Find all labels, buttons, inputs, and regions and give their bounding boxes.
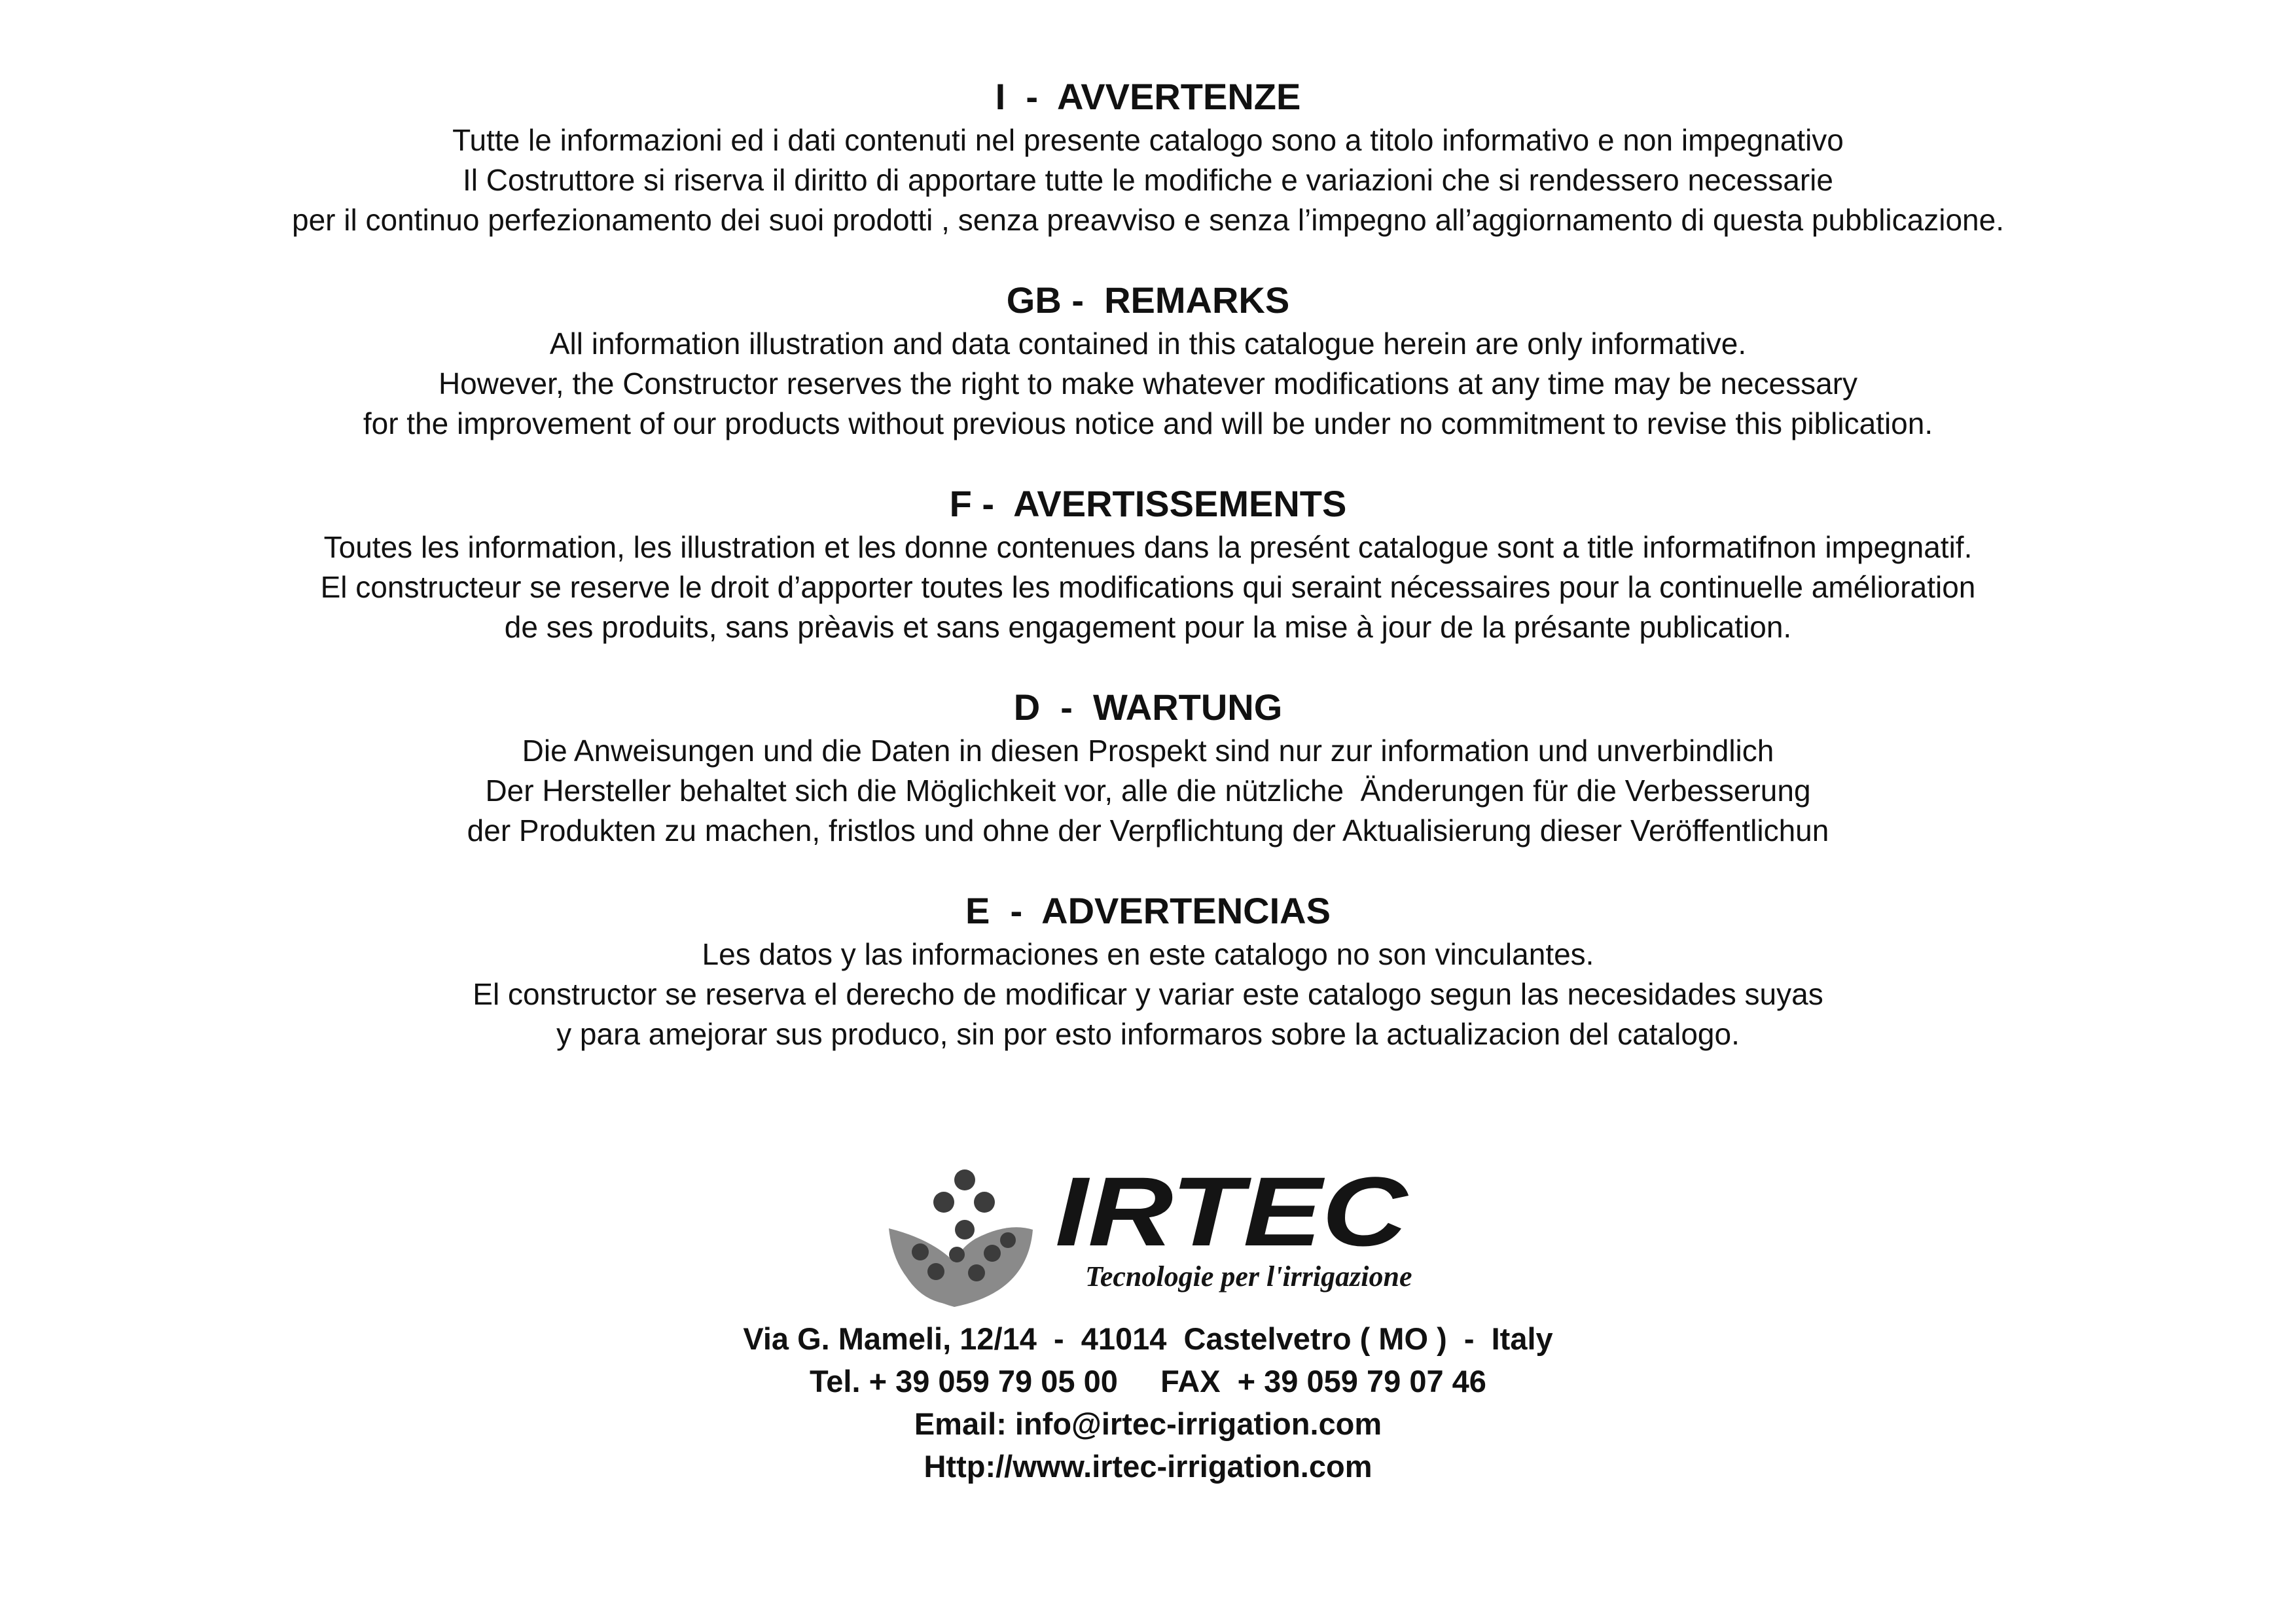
- section-line: El constructor se reserva el derecho de modificar y variar este catalogo segun las necesidades suyas: [473, 977, 1823, 1011]
- dot-icon: [955, 1220, 975, 1240]
- dot-icon: [974, 1192, 995, 1213]
- contact-email: Email: info@irtec-irrigation.com: [914, 1406, 1382, 1441]
- irtec-logo-graphic: [877, 1162, 1427, 1312]
- brand-tagline: Tecnologie per l'irrigazione: [1085, 1260, 1412, 1293]
- section-title-german: D - WARTUNG: [1013, 687, 1283, 728]
- dot-icon: [954, 1169, 975, 1190]
- dot-icon: [968, 1264, 985, 1281]
- section-line: der Produkten zu machen, fristlos und ohne der Verpflichtung der Aktualisierung dieser Veröffentlichun: [467, 813, 1829, 847]
- notices: [0, 73, 2296, 1091]
- section-german: [0, 684, 2296, 851]
- section-line: Die Anweisungen und die Daten in diesen Prospekt sind nur zur information und unverbindlich: [522, 734, 1774, 768]
- irtec-logo: [877, 1162, 1427, 1312]
- dot-icon: [912, 1243, 929, 1260]
- section-line: All information illustration and data contained in this catalogue herein are only informative.: [549, 327, 1747, 361]
- section-title-english: GB - REMARKS: [1006, 279, 1290, 321]
- dot-icon: [949, 1247, 965, 1262]
- section-line: per il continuo perfezionamento dei suoi prodotti , senza preavviso e senza l’impegno all’aggiornamento di questa pubblicazione.: [292, 203, 2004, 237]
- section-line: Der Hersteller behaltet sich die Möglichkeit vor, alle die nützliche Änderungen für die Verbesserung: [485, 774, 1811, 808]
- section-line: However, the Constructor reserves the right to make whatever modifications at any time may be necessary: [438, 366, 1858, 401]
- section-line: El constructeur se reserve le droit d’apporter toutes les modifications qui seraint nécessaires pour la continuelle amélioration: [320, 570, 1976, 604]
- dot-icon: [927, 1263, 944, 1280]
- contact-block: [0, 1317, 2296, 1488]
- section-title-spanish: E - ADVERTENCIAS: [965, 890, 1331, 931]
- dot-icon: [984, 1245, 1001, 1262]
- section-title-italian: I - AVVERTENZE: [995, 76, 1301, 117]
- section-line: for the improvement of our products without previous notice and will be under no commitment to revise this piblication.: [363, 406, 1933, 440]
- section-english: [0, 277, 2296, 444]
- dot-icon: [933, 1192, 954, 1213]
- contact-website: Http://www.irtec-irrigation.com: [924, 1449, 1372, 1484]
- section-french: [0, 480, 2296, 647]
- contact-phone-fax: Tel. + 39 059 79 05 00 FAX + 39 059 79 07 46: [810, 1364, 1486, 1399]
- brand-wordmark: IRTEC: [1055, 1162, 1410, 1266]
- contact-address: Via G. Mameli, 12/14 - 41014 Castelvetro ( MO ) - Italy: [743, 1321, 1553, 1356]
- section-italian: [0, 73, 2296, 240]
- section-line: Il Costruttore si riserva il diritto di apportare tutte le modifiche e variazioni che si rendessero necessarie: [463, 163, 1833, 197]
- section-title-french: F - AVERTISSEMENTS: [949, 483, 1347, 524]
- dot-icon: [1000, 1232, 1016, 1248]
- section-line: Toutes les information, les illustration et les donne contenues dans la presént catalogue sont a title informatifnon impegnatif.: [323, 530, 1973, 564]
- section-line: de ses produits, sans prèavis et sans engagement pour la mise à jour de la présante publication.: [504, 610, 1792, 644]
- section-line: Tutte le informazioni ed i dati contenuti nel presente catalogo sono a titolo informativo e non impegnativo: [452, 123, 1844, 157]
- section-line: y para amejorar sus produco, sin por esto informaros sobre la actualizacion del catalogo.: [556, 1017, 1740, 1051]
- section-spanish: [0, 887, 2296, 1054]
- section-line: Les datos y las informaciones en este catalogo no son vinculantes.: [702, 937, 1594, 971]
